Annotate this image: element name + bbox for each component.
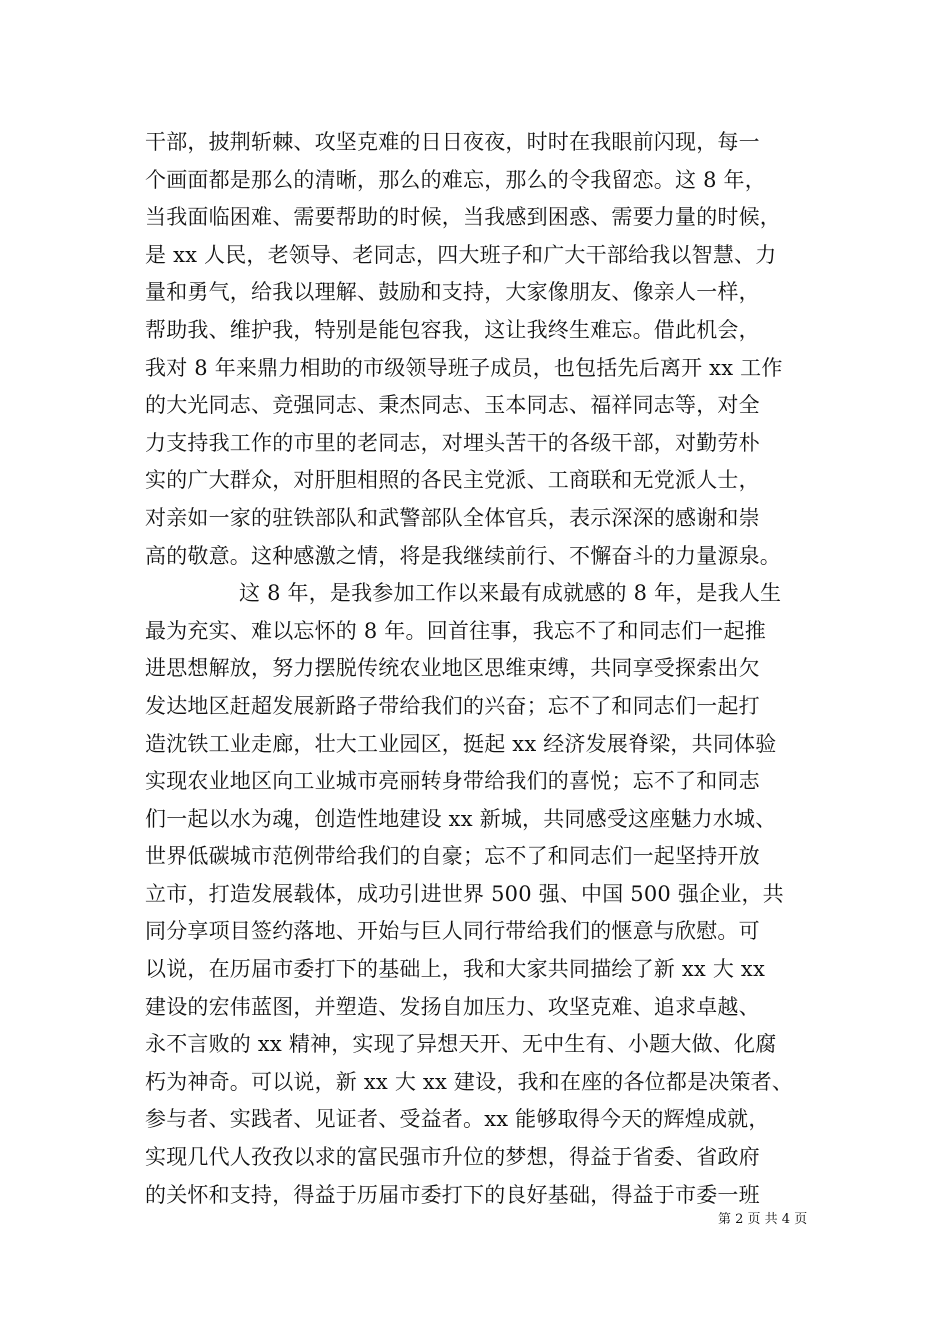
text-line: 朽为神奇。可以说，新 xx 大 xx 建设，我和在座的各位都是决策者、 <box>145 1069 794 1094</box>
text-line: 实的广大群众，对肝胆相照的各民主党派、工商联和无党派人士， <box>145 468 760 493</box>
text-line: 世界低碳城市范例带给我们的自豪；忘不了和同志们一起坚持开放 <box>145 844 760 869</box>
text-line: 永不言败的 xx 精神，实现了异想天开、无中生有、小题大做、化腐 <box>145 1032 777 1057</box>
text-line: 的大光同志、竞强同志、秉杰同志、玉本同志、福祥同志等，对全 <box>145 393 760 418</box>
text-line: 量和勇气，给我以理解、鼓励和支持，大家像朋友、像亲人一样， <box>145 280 760 305</box>
text-line: 参与者、实践者、见证者、受益者。xx 能够取得今天的辉煌成就， <box>145 1107 770 1132</box>
text-line: 对亲如一家的驻铁部队和武警部队全体官兵，表示深深的感谢和崇 <box>145 505 760 530</box>
text-line: 建设的宏伟蓝图，并塑造、发扬自加压力、攻坚克难、追求卓越、 <box>145 994 760 1019</box>
text-line: 当我面临困难、需要帮助的时候，当我感到困惑、需要力量的时候， <box>145 205 781 230</box>
body-text <box>145 124 815 1214</box>
text-line: 进思想解放，努力摆脱传统农业地区思维束缚，共同享受探索出欠 <box>145 656 760 681</box>
text-line: 帮助我、维护我，特别是能包容我，这让我终生难忘。借此机会， <box>145 317 760 342</box>
text-line: 造沈铁工业走廊，壮大工业园区，挺起 xx 经济发展脊梁，共同体验 <box>145 731 777 756</box>
text-line: 高的敬意。这种感激之情，将是我继续前行、不懈奋斗的力量源泉。 <box>145 543 781 568</box>
text-line: 实现农业地区向工业城市亮丽转身带给我们的喜悦；忘不了和同志 <box>145 769 760 794</box>
text-line: 是 xx 人民，老领导、老同志，四大班子和广大干部给我以智慧、力 <box>145 242 777 267</box>
paragraph-start-line: 这 8 年，是我参加工作以来最有成就感的 8 年，是我人生 <box>239 581 782 606</box>
text-line: 的关怀和支持，得益于历届市委打下的良好基础，得益于市委一班 <box>145 1182 760 1207</box>
text-line: 力支持我工作的市里的老同志，对埋头苦干的各级干部，对勤劳朴 <box>145 430 760 455</box>
text-line: 立市，打造发展载体，成功引进世界 500 强、中国 500 强企业，共 <box>145 881 784 906</box>
text-line: 干部，披荆斩棘、攻坚克难的日日夜夜，时时在我眼前闪现，每一 <box>145 130 760 154</box>
text-line: 最为充实、难以忘怀的 8 年。回首往事，我忘不了和同志们一起推 <box>145 618 766 643</box>
text-line: 个画面都是那么的清晰，那么的难忘，那么的令我留恋。这 8 年， <box>145 167 766 192</box>
text-line: 发达地区赶超发展新路子带给我们的兴奋；忘不了和同志们一起打 <box>145 693 760 718</box>
text-line: 同分享项目签约落地、开始与巨人同行带给我们的惬意与欣慰。可 <box>145 919 760 944</box>
text-line: 以说，在历届市委打下的基础上，我和大家共同描绘了新 xx 大 xx <box>145 957 765 982</box>
text-line: 我对 8 年来鼎力相助的市级领导班子成员，也包括先后离开 xx 工作 <box>145 355 783 380</box>
text-line: 实现几代人孜孜以求的富民强市升位的梦想，得益于省委、省政府 <box>145 1145 760 1170</box>
page-number-footer: 第 2 页 共 4 页 <box>718 1212 808 1227</box>
text-line: 们一起以水为魂，创造性地建设 xx 新城，共同感受这座魅力水城、 <box>145 806 777 831</box>
